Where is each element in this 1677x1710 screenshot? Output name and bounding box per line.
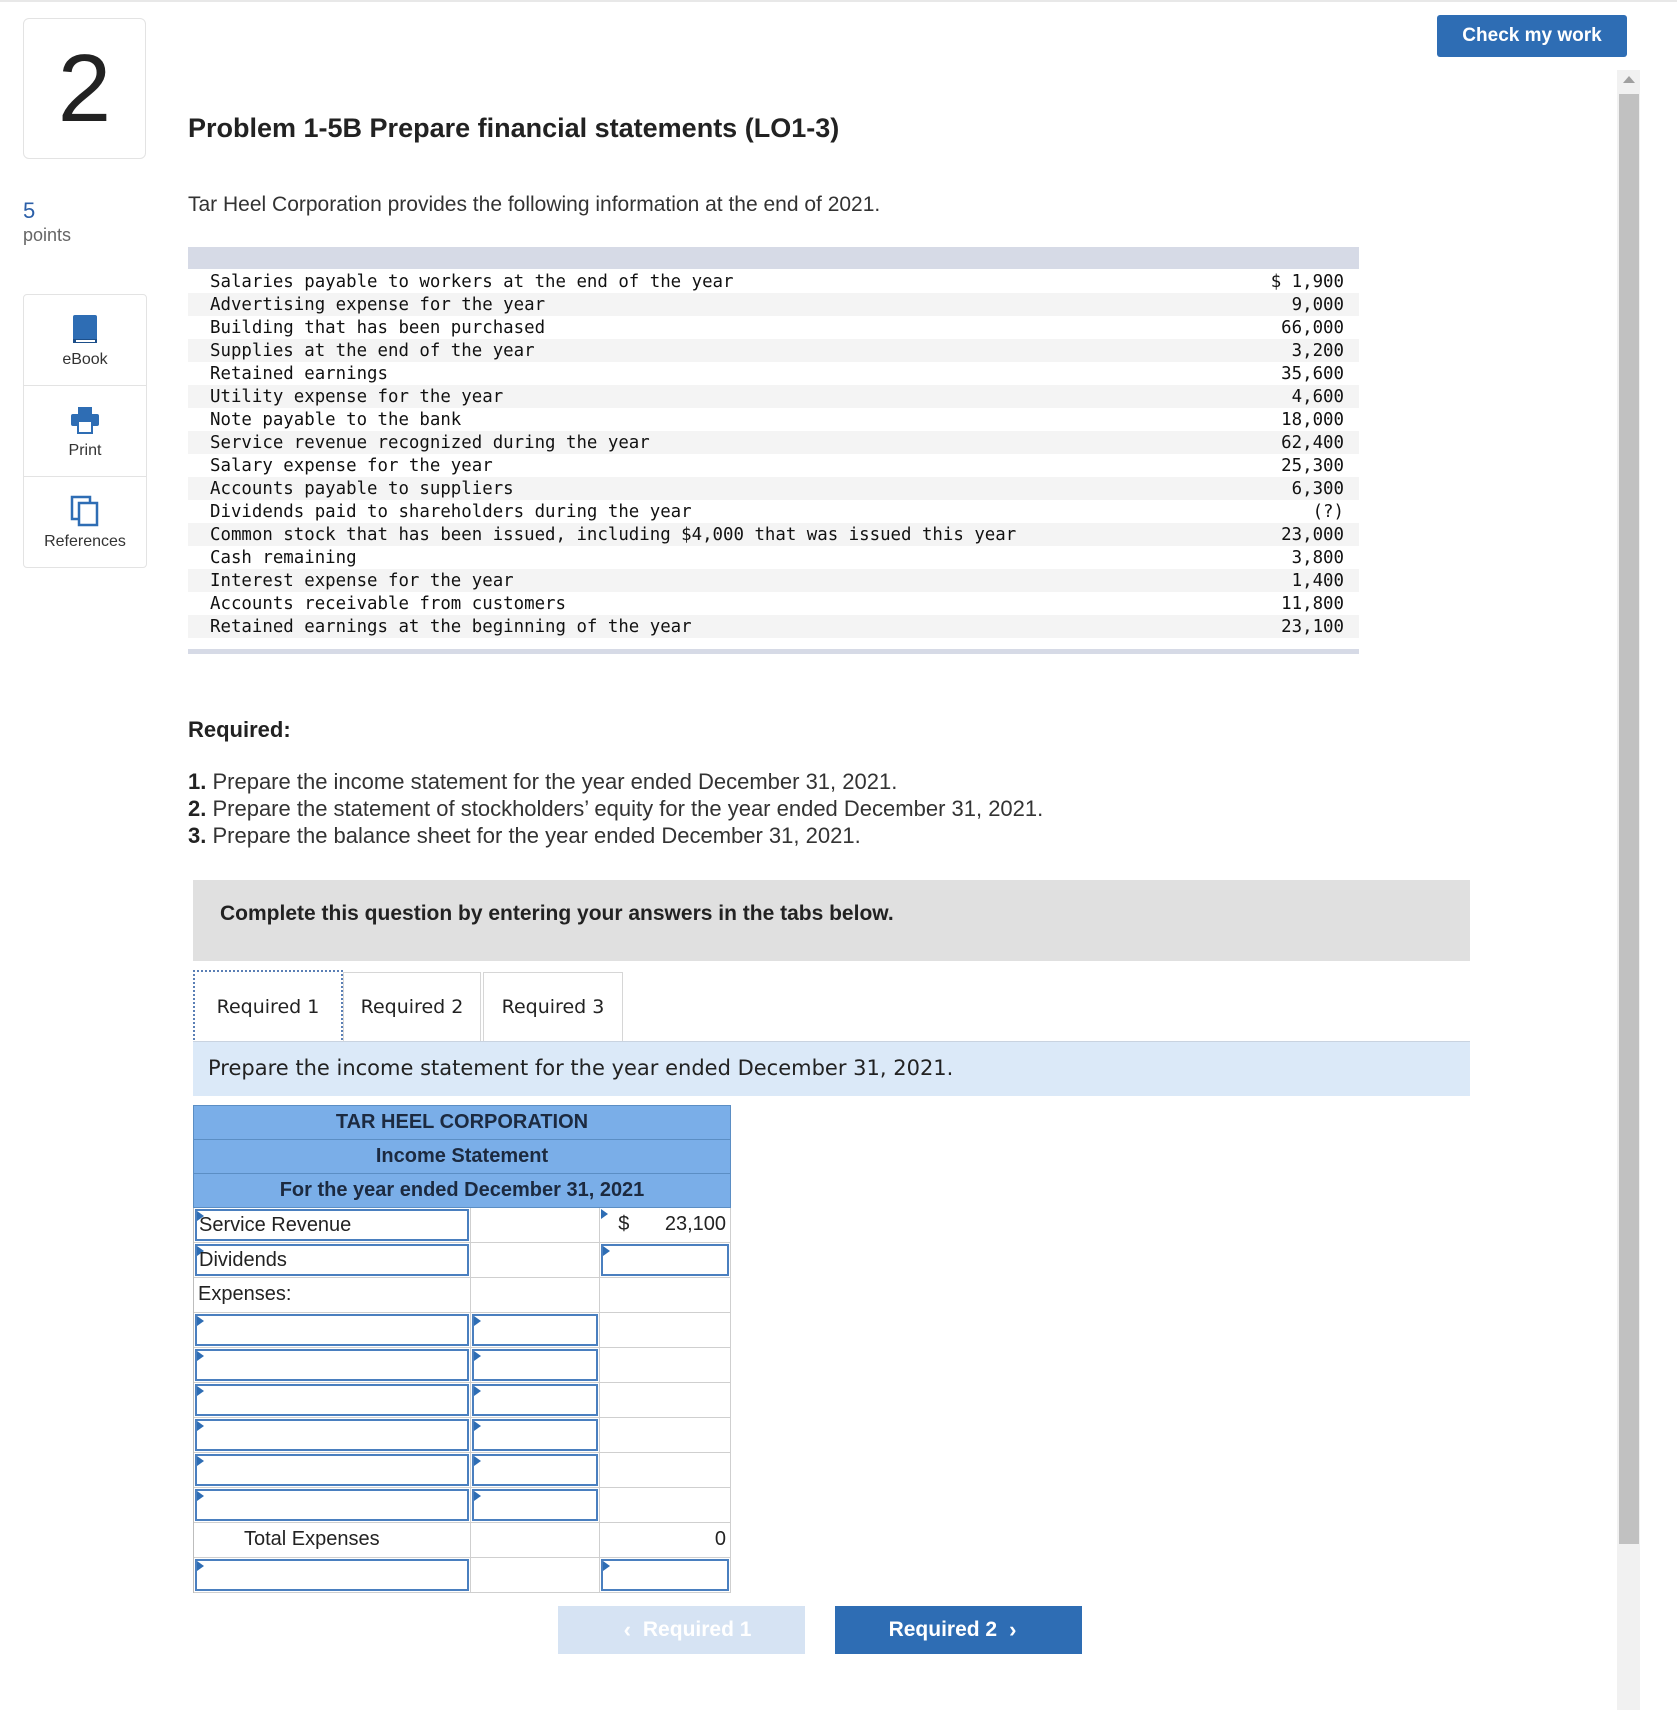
info-label: Advertising expense for the year [210,294,546,315]
expense-name-dropdown[interactable] [195,1489,469,1521]
info-row [188,569,1359,592]
info-label: Building that has been purchased [210,317,546,338]
expense-name-dropdown[interactable] [195,1349,469,1381]
company-name: TAR HEEL CORPORATION [193,1105,731,1139]
info-value: 3,800 [1291,547,1344,568]
prev-required-button[interactable] [558,1606,805,1654]
info-row [188,293,1359,316]
info-value: 25,300 [1281,455,1344,476]
statement-name: Income Statement [193,1139,731,1173]
expense-row [194,1348,731,1383]
expense-amount-input[interactable] [472,1384,598,1416]
info-value: 6,300 [1291,478,1344,499]
expense-row [194,1383,731,1418]
tab-instruction-text: Prepare the income statement for the year ended December 31, 2021. [208,1056,954,1080]
expense-amount-input[interactable] [472,1349,598,1381]
info-table-footer [188,649,1359,654]
dropdown-marker-icon [197,1561,204,1571]
info-value: 66,000 [1281,317,1344,338]
expense-amount-input[interactable] [472,1419,598,1451]
table-row [194,1558,731,1593]
input-marker-icon [474,1421,481,1431]
scrollbar-thumb[interactable] [1619,94,1639,1544]
info-label: Common stock that has been issued, including $4,000 that was issued this year [210,524,1017,545]
info-row [188,615,1359,638]
expense-amount-input[interactable] [472,1454,598,1486]
empty-cell [471,1278,600,1312]
dividends-label: Dividends [199,1249,287,1271]
info-label: Interest expense for the year [210,570,514,591]
references-label: References [44,533,126,550]
info-value: 1,400 [1291,570,1344,591]
info-value: 18,000 [1281,409,1344,430]
income-statement [193,1105,731,1593]
input-marker-icon [603,1561,610,1571]
service-revenue-dropdown[interactable] [195,1209,469,1241]
instruction-banner [193,880,1470,961]
references-button[interactable] [24,477,146,567]
info-value: 11,800 [1281,593,1344,614]
tab-required-3[interactable]: Required 3 [483,972,623,1042]
table-row [194,1243,731,1278]
scroll-up-icon[interactable] [1623,76,1635,83]
dividends-input[interactable] [601,1244,729,1276]
info-row [188,546,1359,569]
info-table-rows [188,270,1359,638]
info-label: Accounts payable to suppliers [210,478,514,499]
info-row [188,270,1359,293]
currency-symbol: $ [618,1213,630,1235]
info-label: Note payable to the bank [210,409,462,430]
info-label: Accounts receivable from customers [210,593,566,614]
expenses-label: Expenses: [198,1283,292,1305]
info-value: (?) [1312,501,1344,522]
expense-amount-input[interactable] [472,1489,598,1521]
empty-cell [471,1243,600,1277]
service-revenue-input[interactable]: 23,100 [664,1213,726,1235]
points-value: 5 [23,198,36,223]
expense-row [194,1488,731,1523]
info-row [188,477,1359,500]
info-value: 4,600 [1291,386,1344,407]
dropdown-marker-icon [197,1386,204,1396]
dividends-dropdown[interactable] [195,1244,469,1276]
expense-row [194,1313,731,1348]
info-row [188,592,1359,615]
required-list [188,768,1043,849]
problem-title: Problem 1-5B Prepare financial statements (LO1-3) [188,113,840,143]
expense-name-dropdown[interactable] [195,1314,469,1346]
expense-row [194,1418,731,1453]
info-row [188,385,1359,408]
info-value: 23,100 [1281,616,1344,637]
info-row [188,362,1359,385]
table-row [194,1208,731,1243]
required-item: 1. Prepare the income statement for the year ended December 31, 2021. [188,769,898,794]
info-table-header [188,247,1359,269]
total-expenses-label: Total Expenses [244,1528,380,1550]
dropdown-marker-icon [197,1351,204,1361]
info-row [188,316,1359,339]
empty-cell [600,1383,731,1417]
print-button[interactable] [24,386,146,477]
info-value: 23,000 [1281,524,1344,545]
empty-cell [471,1523,600,1557]
empty-cell [600,1488,731,1522]
info-label: Retained earnings at the beginning of the year [210,616,692,637]
ebook-button[interactable] [24,295,146,386]
book-icon [71,311,99,347]
expense-amount-input[interactable] [472,1314,598,1346]
info-label: Dividends paid to shareholders during the year [210,501,692,522]
ebook-label: eBook [62,351,108,368]
empty-cell [600,1278,731,1312]
info-value: 35,600 [1281,363,1344,384]
info-table [188,247,1359,654]
info-label: Salaries payable to workers at the end of the year [210,271,734,292]
info-label: Salary expense for the year [210,455,493,476]
input-marker-icon [474,1491,481,1501]
tab-required-1[interactable]: Required 1 [193,970,343,1044]
total-expenses-value: 0 [714,1528,726,1550]
chevron-right-icon: › [1009,1617,1017,1642]
next-required-button[interactable] [835,1606,1082,1654]
dropdown-marker-icon [197,1491,204,1501]
instruction-text: Complete this question by entering your answers in the tabs below. [220,902,894,925]
info-value: 3,200 [1291,340,1344,361]
expense-row [194,1453,731,1488]
input-marker-icon [474,1351,481,1361]
printer-icon [70,402,100,438]
next-required-label: Required 2 [888,1618,998,1641]
empty-cell [471,1558,600,1592]
info-value: $ 1,900 [1270,271,1344,292]
tab-instruction [193,1042,1470,1096]
tab-required-2[interactable]: Required 2 [343,972,481,1042]
info-row [188,454,1359,477]
input-marker-icon [474,1316,481,1326]
dropdown-marker-icon [197,1421,204,1431]
empty-cell [600,1453,731,1487]
tool-panel [23,294,147,568]
info-label: Retained earnings [210,363,388,384]
problem-intro: Tar Heel Corporation provides the following information at the end of 2021. [188,193,881,216]
copy-icon [70,493,100,529]
empty-cell [600,1418,731,1452]
input-marker-icon [601,1209,608,1219]
dropdown-marker-icon [197,1456,204,1466]
info-label: Cash remaining [210,547,357,568]
info-row [188,408,1359,431]
statement-period: For the year ended December 31, 2021 [193,1173,731,1208]
info-label: Utility expense for the year [210,386,504,407]
empty-cell [600,1313,731,1347]
info-label: Service revenue recognized during the year [210,432,650,453]
print-label: Print [68,442,102,459]
expense-name-dropdown[interactable] [195,1419,469,1451]
required-heading: Required: [188,717,291,742]
info-label: Supplies at the end of the year [210,340,535,361]
dropdown-marker-icon [197,1316,204,1326]
info-row [188,500,1359,523]
prev-required-label: Required 1 [642,1618,752,1641]
input-marker-icon [474,1456,481,1466]
required-item: 2. Prepare the statement of stockholders’ equity for the year ended December 31, 2021. [188,796,1044,821]
input-marker-icon [474,1386,481,1396]
input-marker-icon [603,1246,610,1256]
net-income-label-dropdown[interactable] [195,1559,469,1591]
info-row [188,431,1359,454]
info-row [188,339,1359,362]
expense-name-dropdown[interactable] [195,1384,469,1416]
info-value: 62,400 [1281,432,1344,453]
service-revenue-label: Service Revenue [199,1214,352,1236]
chevron-left-icon: ‹ [623,1617,631,1642]
expense-name-dropdown[interactable] [195,1454,469,1486]
statement-grid [193,1208,731,1593]
top-divider [0,0,1677,2]
empty-cell [600,1348,731,1382]
empty-cell [471,1208,600,1242]
required-item: 3. Prepare the balance sheet for the year ended December 31, 2021. [188,823,861,848]
question-number: 2 [23,18,146,159]
table-row [194,1523,731,1558]
info-row [188,523,1359,546]
table-row [194,1278,731,1313]
check-my-work-button[interactable]: Check my work [1437,15,1627,57]
net-income-input[interactable] [601,1559,729,1591]
points-label: points [23,225,72,245]
info-value: 9,000 [1291,294,1344,315]
